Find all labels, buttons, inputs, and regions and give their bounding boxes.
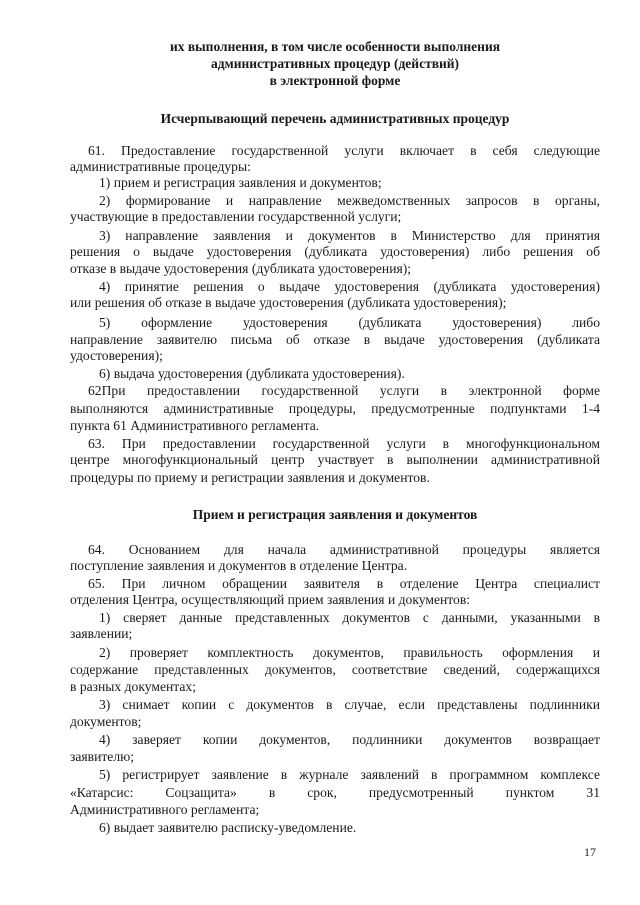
text-line: 64. Основанием для начала административной процедуры является bbox=[88, 542, 600, 557]
chapter-heading-line: их выполнения, в том числе особенности выполнения bbox=[169, 39, 501, 54]
text-line: 63. При предоставлении государственной услуги в многофункциональном bbox=[88, 436, 600, 451]
text-line: удостоверения); bbox=[70, 348, 163, 363]
text-line: 4) заверяет копии документов, подлинники документов возвращает bbox=[99, 732, 600, 747]
text-line: пункта 61 Административного регламента. bbox=[70, 418, 320, 433]
page-number: 17 bbox=[584, 845, 596, 859]
text-line: в разных документах; bbox=[70, 679, 196, 694]
text-line: поступление заявления и документов в отделение Центра. bbox=[70, 558, 408, 573]
text-line: отказе в выдаче удостоверения (дубликата удостоверения); bbox=[70, 261, 412, 276]
text-line: 1) сверяет данные представленных документов с данными, указанными в bbox=[99, 610, 600, 625]
text-line: направление заявителю письма об отказе в выдаче удостоверения (дубликата bbox=[70, 332, 600, 347]
text-line: решения о выдаче удостоверения (дубликата удостоверения) либо решения об bbox=[70, 244, 600, 259]
text-line: 5) оформление удостоверения (дубликата удостоверения) либо bbox=[99, 315, 600, 330]
text-line: центре многофункциональный центр участвует в выполнении административной bbox=[70, 452, 600, 467]
text-line: 65. При личном обращении заявителя в отделение Центра специалист bbox=[88, 576, 600, 591]
text-line: документов; bbox=[70, 714, 142, 729]
text-line: 5) регистрирует заявление в журнале заявлений в программном комплексе bbox=[99, 767, 600, 782]
text-line: отделения Центра, осуществляющий прием заявления и документов: bbox=[70, 592, 471, 607]
text-line: выполняются административные процедуры, предусмотренные подпунктами 1-4 bbox=[70, 401, 600, 416]
section-heading-reception: Прием и регистрация заявления и документов bbox=[192, 507, 478, 522]
text-line: 3) направление заявления и документов в Министерство для принятия bbox=[99, 228, 600, 243]
section-heading-procedures: Исчерпывающий перечень административных процедур bbox=[160, 111, 510, 126]
text-line: или решения об отказе в выдаче удостоверения (дубликата удостоверения); bbox=[70, 295, 507, 310]
chapter-heading bbox=[80, 38, 590, 89]
text-line: «Катарсис: Соцзащита» в срок, предусмотренный пунктом 31 bbox=[70, 785, 600, 800]
text-line: 2) формирование и направление межведомственных запросов в органы, bbox=[99, 193, 600, 208]
text-line: 61. Предоставление государственной услуги включает в себя следующие bbox=[88, 143, 600, 158]
text-line: 6) выдает заявителю расписку-уведомление. bbox=[99, 820, 357, 835]
text-line: 1) прием и регистрация заявления и документов; bbox=[99, 175, 382, 190]
text-line: участвующие в предоставлении государственной услуги; bbox=[70, 209, 402, 224]
text-line: административные процедуры: bbox=[70, 159, 251, 174]
text-line: заявлении; bbox=[70, 626, 133, 641]
text-line: заявителю; bbox=[70, 749, 135, 764]
text-line: процедуры по приему и регистрации заявления и документов. bbox=[70, 470, 430, 485]
text-line: содержание представленных документов, соответствие сведений, содержащихся bbox=[70, 662, 600, 677]
chapter-heading-line: административных процедур (действий) bbox=[210, 56, 460, 71]
text-line: 6) выдача удостоверения (дубликата удостоверения). bbox=[99, 366, 405, 381]
text-line: Административного регламента; bbox=[70, 802, 260, 817]
chapter-heading-line: в электронной форме bbox=[269, 73, 401, 88]
text-line: 62При предоставлении государственной услуги в электронной форме bbox=[88, 383, 600, 398]
text-line: 3) снимает копии с документов в случае, если представлены подлинники bbox=[99, 697, 600, 712]
text-line: 4) принятие решения о выдаче удостоверения (дубликата удостоверения) bbox=[99, 279, 600, 294]
text-line: 2) проверяет комплектность документов, правильность оформления и bbox=[99, 645, 600, 660]
